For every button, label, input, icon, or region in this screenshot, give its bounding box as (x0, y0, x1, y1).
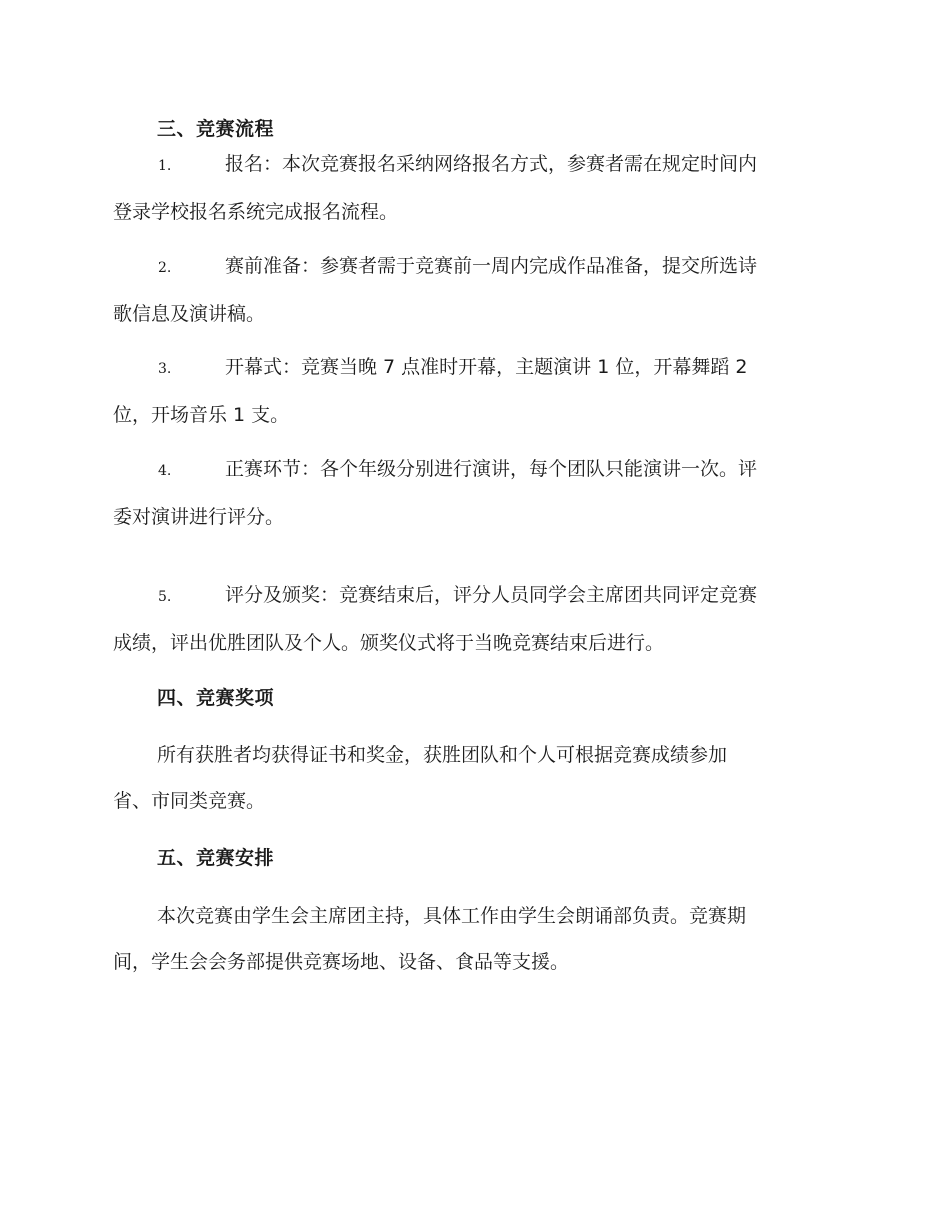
list-item (113, 446, 835, 540)
paragraph-line2: 间，学生会会务部提供竞赛场地、设备、食品等支援。 (113, 951, 570, 973)
paragraph-line1: 本次竞赛由学生会主席团主持，具体工作由学生会朗诵部负责。竞赛期 (157, 905, 747, 927)
section-heading-awards: 四、竞赛奖项 (157, 687, 275, 709)
list-item-text-line2: 登录学校报名系统完成报名流程。 (113, 201, 399, 223)
paragraph-line2: 省、市同类竞赛。 (113, 790, 266, 812)
list-item-text-line1: 赛前准备：参赛者需于竞赛前一周内完成作品准备，提交所选诗 (225, 255, 758, 277)
paragraph-line1: 所有获胜者均获得证书和奖金，获胜团队和个人可根据竞赛成绩参加 (157, 744, 728, 766)
paragraph-awards (113, 732, 835, 824)
list-item-number: 2. (158, 260, 172, 276)
list-item-text-line2: 委对演讲进行评分。 (113, 506, 285, 528)
list-item-number: 1. (158, 158, 172, 174)
list-item-text-line1: 正赛环节：各个年级分别进行演讲，每个团队只能演讲一次。评 (225, 458, 758, 480)
list-item-text-line1: 报名：本次竞赛报名采纳网络报名方式，参赛者需在规定时间内 (225, 153, 758, 175)
section-heading-arrangement: 五、竞赛安排 (157, 847, 275, 869)
list-item-text-line2: 位，开场音乐 1 支。 (113, 404, 290, 426)
list-item (113, 243, 835, 337)
list-item-text-line2: 歌信息及演讲稿。 (113, 303, 266, 325)
list-item (113, 572, 835, 666)
list-item-number: 3. (158, 361, 172, 377)
list-item (113, 344, 835, 438)
list-item-text-line1: 开幕式：竞赛当晚 7 点准时开幕，主题演讲 1 位，开幕舞蹈 2 (225, 356, 748, 378)
paragraph-arrangement (113, 893, 835, 985)
list-item-number: 5. (158, 589, 172, 605)
list-item (113, 141, 835, 235)
list-item-text-line1: 评分及颁奖：竞赛结束后，评分人员同学会主席团共同评定竞赛 (225, 584, 758, 606)
list-item-text-line2: 成绩，评出优胜团队及个人。颁奖仪式将于当晚竞赛结束后进行。 (113, 632, 665, 654)
list-item-number: 4. (158, 463, 172, 479)
section-heading-process: 三、竞赛流程 (157, 118, 275, 140)
